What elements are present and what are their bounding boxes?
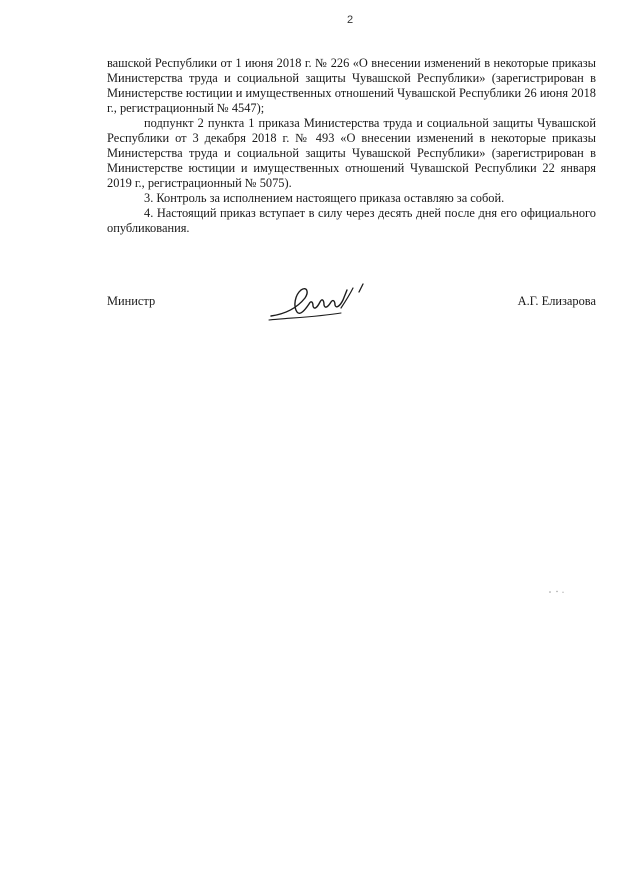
- signer-name: А.Г. Елизарова: [517, 294, 596, 308]
- signer-position: Министр: [107, 294, 156, 308]
- paragraph-point-3: 3. Контроль за исполнением настоящего приказа оставляю за собой.: [144, 191, 505, 205]
- scan-artifact: [548, 590, 566, 594]
- paragraph-point-4: 4. Настоящий приказ вступает в силу через десять дней после дня его официального опубликования.: [107, 206, 596, 235]
- paragraph-subpoint: подпункт 2 пункта 1 приказа Министерства труда и социальной защиты Чувашской Республики от 3 декабря 2018 г. № 493 «О внесении изменений в некоторые приказы Министерства труда и социальной защиты Чувашской Республики» (зарегистрирован в Министерстве юстиции и имущественных отношений Чувашской Республики 22 января 2019 г., регистрационный № 5075).: [107, 116, 596, 190]
- document-body: [107, 56, 596, 236]
- paragraph-continuation: вашской Республики от 1 июня 2018 г. № 226 «О внесении изменений в некоторые приказы Министерства труда и социальной защиты Чувашской Республики» (зарегистрирован в Министерстве юстиции и имущественных отношений Чувашской Республики 26 июня 2018 г., регистрационный № 4547);: [107, 56, 596, 115]
- page-number: 2: [346, 14, 354, 26]
- handwritten-signature: [267, 280, 377, 324]
- signature-block: [107, 280, 596, 330]
